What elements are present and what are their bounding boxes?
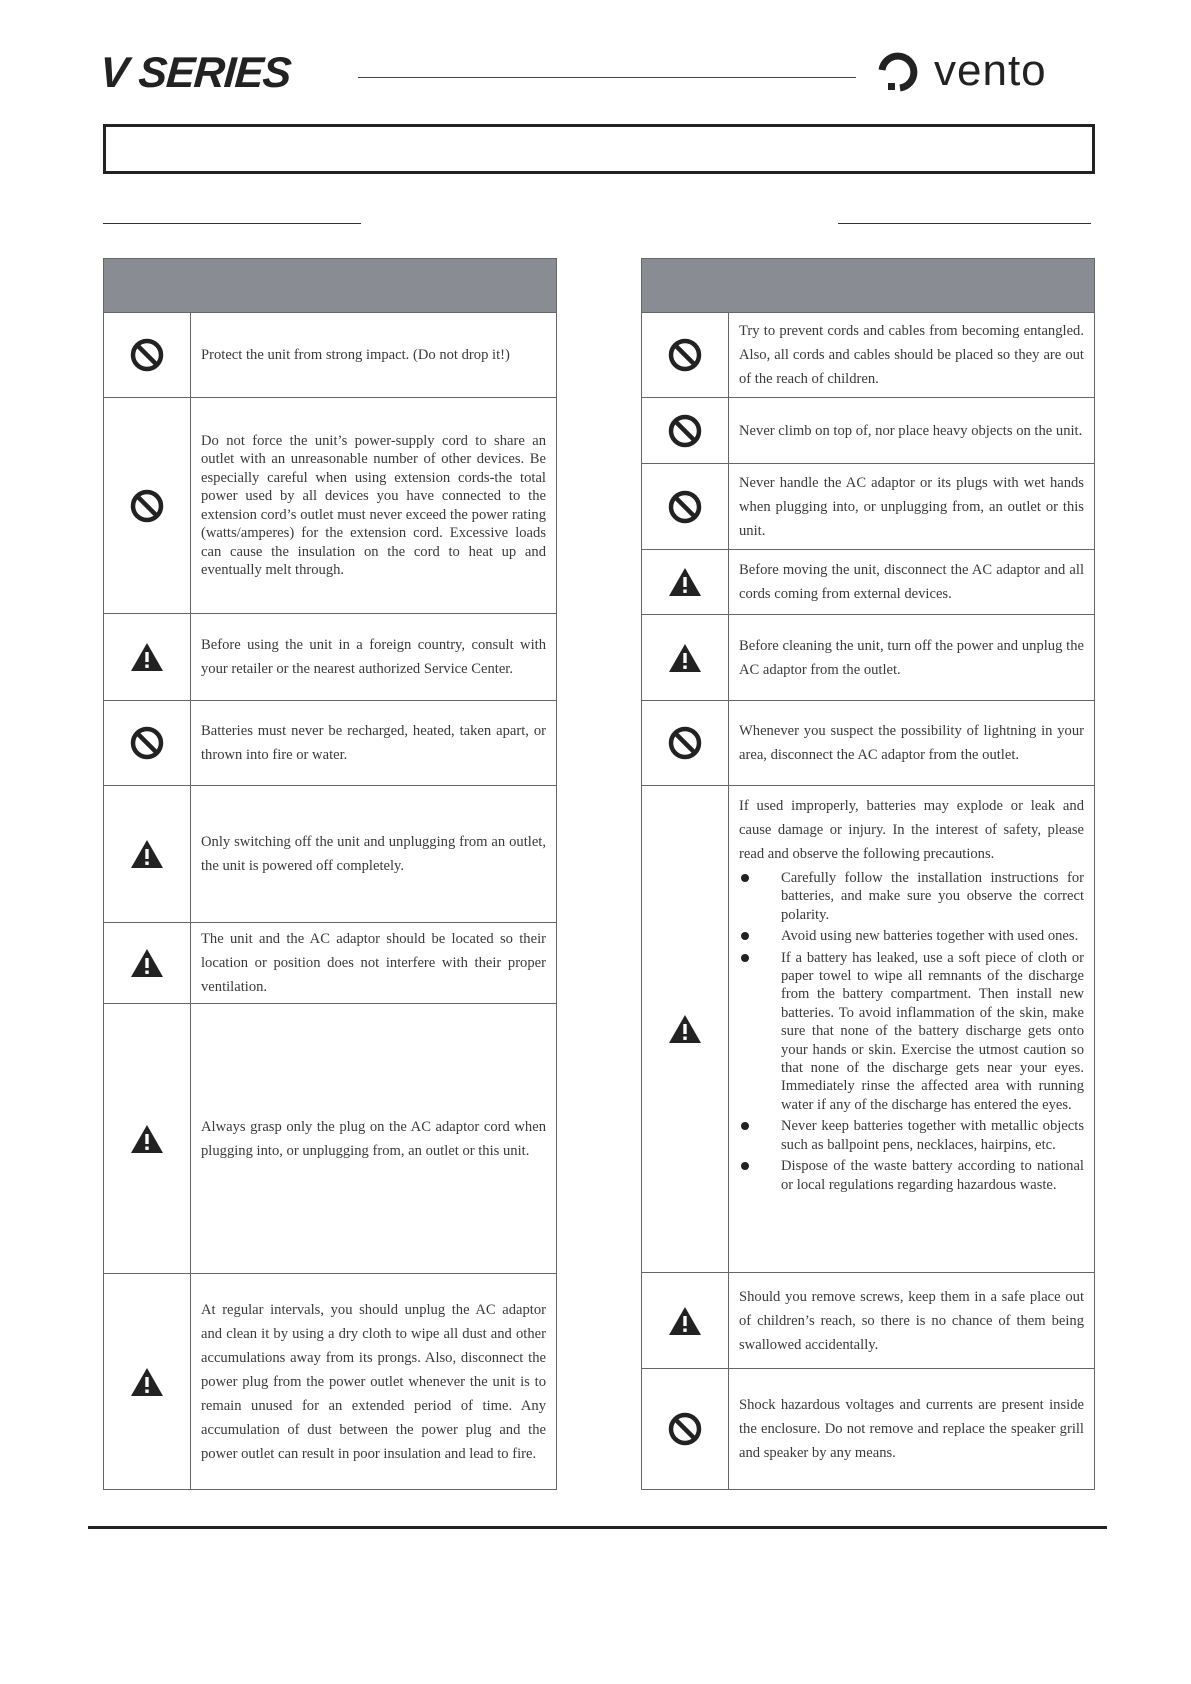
- list-item: Avoid using new batteries together with used ones.: [739, 927, 1084, 945]
- section-title-box: [103, 124, 1095, 174]
- bullet-icon: [741, 1122, 749, 1130]
- safety-table-left: [103, 258, 557, 1490]
- table-row: [104, 1004, 556, 1274]
- icon-cell: [642, 464, 729, 549]
- icon-cell: [104, 1274, 191, 1489]
- warning-icon: [667, 566, 703, 598]
- warning-icon: [129, 641, 165, 673]
- table-row: [642, 464, 1094, 550]
- icon-cell: [104, 923, 191, 1003]
- icon-cell: [104, 398, 191, 613]
- prohibition-icon: [667, 1411, 703, 1447]
- header-divider: [358, 77, 856, 78]
- safety-text: Always grasp only the plug on the AC adaptor cord when plugging into, or unplugging from, an outlet or this unit.: [201, 1118, 546, 1159]
- icon-cell: [642, 1369, 729, 1489]
- safety-text: Whenever you suspect the possibility of lightning in your area, disconnect the AC adaptor from the outlet.: [739, 723, 1084, 763]
- icon-cell: [642, 313, 729, 397]
- list-item: If a battery has leaked, use a soft piece of cloth or paper towel to wipe all remnants of the discharge from the battery compartment. Then install new batteries. To avoid inflammation of the skin, make sure that none of the battery discharge gets onto your hands or skin. Exercise the utmost caution so that none of the discharge gets near your eyes. Immediately rinse the affected area with running water if any of the discharge has entered the eyes.: [739, 949, 1084, 1115]
- prohibition-icon: [667, 337, 703, 373]
- safety-text: Do not force the unit’s power-supply cord to share an outlet with an unreasonable number of other devices. Be especially careful when using extension cords-the total power used by all devices you have connected to the extension cord’s outlet must never exceed the power rating (watts/amperes) for the extension cord. Excessive loads can cause the insulation on the cord to heat up and eventually melt through.: [201, 432, 546, 578]
- safety-text: The unit and the AC adaptor should be located so their location or position does not interfere with their proper ventilation.: [201, 931, 546, 995]
- prohibition-icon: [129, 337, 165, 373]
- safety-text: If used improperly, batteries may explode or leak and cause damage or injury. In the interest of safety, please read and observe the following precautions.: [739, 798, 1084, 862]
- warning-icon: [129, 947, 165, 979]
- prohibition-icon: [129, 488, 165, 524]
- safety-text: Before cleaning the unit, turn off the power and unplug the AC adaptor from the outlet.: [739, 637, 1084, 678]
- table-row: [104, 786, 556, 923]
- warning-icon: [129, 1123, 165, 1155]
- icon-cell: [642, 398, 729, 463]
- icon-cell: [642, 1273, 729, 1368]
- safety-text: Only switching off the unit and unplugging from an outlet, the unit is powered off completely.: [201, 834, 546, 874]
- table-row: [642, 550, 1094, 615]
- icon-cell: [104, 614, 191, 700]
- table-row: [104, 313, 556, 398]
- prohibition-icon: [667, 489, 703, 525]
- safety-text: Protect the unit from strong impact. (Do not drop it!): [201, 347, 510, 363]
- safety-text: Try to prevent cords and cables from becoming entangled. Also, all cords and cables should be placed so they are out of the reach of children.: [739, 323, 1084, 387]
- safety-text: Batteries must never be recharged, heated, taken apart, or thrown into fire or water.: [201, 723, 546, 763]
- vento-logo: [874, 48, 1104, 98]
- list-item: Dispose of the waste battery according to national or local regulations regarding hazardous waste.: [739, 1157, 1084, 1194]
- icon-cell: [642, 550, 729, 614]
- icon-cell: [104, 701, 191, 785]
- icon-cell: [104, 1004, 191, 1273]
- table-header-right: [642, 259, 1094, 313]
- warning-icon: [129, 838, 165, 870]
- safety-text: Before using the unit in a foreign country, consult with your retailer or the nearest authorized Service Center.: [201, 637, 546, 677]
- table-row: [642, 615, 1094, 701]
- table-row: [642, 313, 1094, 398]
- list-item: Carefully follow the installation instructions for batteries, and make sure you observe the correct polarity.: [739, 869, 1084, 924]
- series-title: V SERIES: [98, 49, 293, 97]
- warning-icon: [667, 642, 703, 674]
- safety-table-right: [641, 258, 1095, 1490]
- list-item: Never keep batteries together with metallic objects such as ballpoint pens, necklaces, hairpins, etc.: [739, 1117, 1084, 1154]
- table-row: [104, 701, 556, 786]
- icon-cell: [642, 701, 729, 785]
- icon-cell: [104, 313, 191, 397]
- warning-icon: [667, 1013, 703, 1045]
- table-row: [642, 398, 1094, 464]
- safety-text: Should you remove screws, keep them in a safe place out of children’s reach, so there is no chance of them being swallowed accidentally.: [739, 1288, 1084, 1353]
- table-row: [642, 701, 1094, 786]
- prohibition-icon: [129, 725, 165, 761]
- safety-text: Never handle the AC adaptor or its plugs with wet hands when plugging into, or unplugging from, an outlet or this unit.: [739, 474, 1084, 539]
- safety-text: At regular intervals, you should unplug the AC adaptor and clean it by using a dry cloth to wipe all dust and other accumulations away from its prongs. Also, disconnect the power plug from the power outlet whenever the unit is to remain unused for an extended period of time. Any accumulation of dust between the power plug and the power outlet can result in poor insulation and lead to fire.: [201, 1301, 546, 1462]
- prohibition-icon: [667, 413, 703, 449]
- bullet-icon: [741, 954, 749, 962]
- battery-precautions-list: [739, 869, 1084, 1194]
- table-row: [104, 398, 556, 614]
- bullet-icon: [741, 1162, 749, 1170]
- table-header-left: [104, 259, 556, 313]
- table-row: [104, 614, 556, 701]
- icon-cell: [104, 786, 191, 922]
- icon-cell: [642, 786, 729, 1272]
- subheading-rule-right: [838, 223, 1091, 224]
- table-row: [642, 1273, 1094, 1369]
- table-row: [104, 1274, 556, 1489]
- safety-text: Never climb on top of, nor place heavy objects on the unit.: [739, 422, 1083, 439]
- safety-text: Shock hazardous voltages and currents are present inside the enclosure. Do not remove and replace the speaker grill and speaker by any means.: [739, 1397, 1084, 1461]
- bullet-icon: [741, 932, 749, 940]
- footer-divider: [88, 1526, 1107, 1529]
- icon-cell: [642, 615, 729, 700]
- table-row: [642, 1369, 1094, 1489]
- prohibition-icon: [667, 725, 703, 761]
- safety-text: Before moving the unit, disconnect the AC adaptor and all cords coming from external devices.: [739, 562, 1084, 602]
- warning-icon: [129, 1366, 165, 1398]
- brand-name: vento: [934, 46, 1047, 95]
- subheading-rule-left: [103, 223, 361, 224]
- vento-logo-icon: [874, 50, 922, 98]
- table-row: [104, 923, 556, 1004]
- table-row: [642, 786, 1094, 1273]
- bullet-icon: [741, 874, 749, 882]
- warning-icon: [667, 1305, 703, 1337]
